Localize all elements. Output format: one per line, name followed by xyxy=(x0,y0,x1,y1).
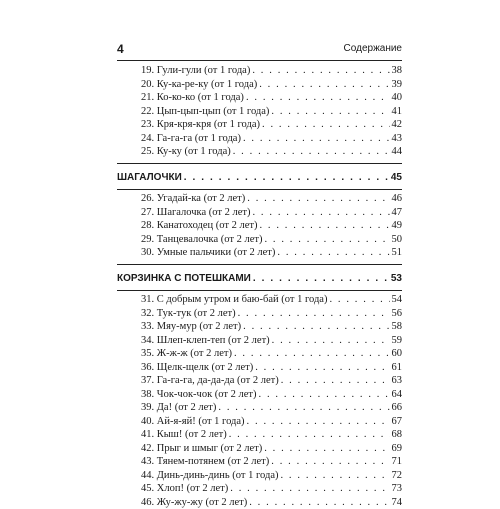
toc-group-1 xyxy=(117,64,402,159)
toc-entry xyxy=(117,334,402,348)
toc-entry xyxy=(117,428,402,442)
toc-entry-page: 59 xyxy=(392,334,403,348)
dot-leader xyxy=(264,233,389,247)
toc-entry-title: 22. Цып-цып-цып (от 1 года) xyxy=(141,105,269,119)
toc-entry xyxy=(117,293,402,307)
toc-entry-title: 39. Да! (от 2 лет) xyxy=(141,401,216,415)
dot-leader xyxy=(218,401,389,415)
toc-entry xyxy=(117,132,402,146)
toc-entry xyxy=(117,469,402,483)
toc-entry-title: 25. Ку-ку (от 1 года) xyxy=(141,145,231,159)
toc-entry-title: 32. Тук-тук (от 2 лет) xyxy=(141,307,236,321)
dot-leader xyxy=(234,347,390,361)
toc-entry-title: 43. Тянем-потянем (от 2 лет) xyxy=(141,455,269,469)
toc-entry-page: 68 xyxy=(392,428,403,442)
section-divider xyxy=(117,189,402,190)
toc-entry-title: 24. Га-га-га (от 1 года) xyxy=(141,132,241,146)
toc-entry-title: 23. Кря-кря-кря (от 1 года) xyxy=(141,118,260,132)
dot-leader xyxy=(255,361,389,375)
toc-entry xyxy=(117,233,402,247)
toc-entry-title: 20. Ку-ка-ре-ку (от 1 года) xyxy=(141,78,257,92)
toc-entry xyxy=(117,388,402,402)
dot-leader xyxy=(329,293,389,307)
toc-entry-page: 47 xyxy=(392,206,403,220)
toc-section-heading xyxy=(117,272,402,286)
toc-entry-title: 42. Прыг и шмыг (от 2 лет) xyxy=(141,442,262,456)
dot-leader xyxy=(252,64,389,78)
toc-entry xyxy=(117,78,402,92)
dot-leader xyxy=(259,388,390,402)
toc-entry xyxy=(117,496,402,509)
toc-entry xyxy=(117,246,402,260)
toc-entry-title: 29. Танцевалочка (от 2 лет) xyxy=(141,233,262,247)
toc-entry-title: 31. С добрым утром и баю-бай (от 1 года) xyxy=(141,293,327,307)
toc-entry-page: 43 xyxy=(392,132,403,146)
section-divider xyxy=(117,290,402,291)
dot-leader xyxy=(252,206,389,220)
toc-entry xyxy=(117,455,402,469)
page-number: 4 xyxy=(117,42,124,56)
toc-entry xyxy=(117,482,402,496)
table-of-contents xyxy=(117,64,402,509)
dot-leader xyxy=(253,272,389,286)
dot-leader xyxy=(243,132,390,146)
toc-entry-page: 38 xyxy=(392,64,403,78)
dot-leader xyxy=(246,91,390,105)
toc-entry xyxy=(117,442,402,456)
toc-entry-page: 40 xyxy=(392,91,403,105)
toc-entry-page: 51 xyxy=(392,246,403,260)
dot-leader xyxy=(243,320,389,334)
dot-leader xyxy=(247,192,389,206)
toc-entry-page: 46 xyxy=(392,192,403,206)
toc-entry xyxy=(117,118,402,132)
dot-leader xyxy=(262,118,389,132)
dot-leader xyxy=(259,219,389,233)
toc-entry-page: 74 xyxy=(392,496,403,509)
toc-entry-title: 44. Динь-динь-динь (от 1 года) xyxy=(141,469,278,483)
dot-leader xyxy=(280,469,389,483)
dot-leader xyxy=(272,334,390,348)
section-title: ШАГАЛОЧКИ xyxy=(117,171,182,185)
toc-entry xyxy=(117,401,402,415)
toc-entry xyxy=(117,192,402,206)
toc-entry-page: 66 xyxy=(392,401,403,415)
toc-entry xyxy=(117,64,402,78)
section-page: 45 xyxy=(391,171,402,185)
toc-entry-page: 61 xyxy=(392,361,403,375)
toc-entry-title: 34. Шлеп-клеп-теп (от 2 лет) xyxy=(141,334,270,348)
toc-entry-title: 33. Мяу-мур (от 2 лет) xyxy=(141,320,241,334)
toc-entry-page: 49 xyxy=(392,219,403,233)
dot-leader xyxy=(229,428,390,442)
toc-entry-title: 30. Умные пальчики (от 2 лет) xyxy=(141,246,275,260)
toc-entry-title: 28. Канатоходец (от 2 лет) xyxy=(141,219,257,233)
dot-leader xyxy=(233,145,390,159)
dot-leader xyxy=(249,496,389,509)
toc-entry xyxy=(117,219,402,233)
toc-section-heading xyxy=(117,171,402,185)
toc-entry-page: 56 xyxy=(392,307,403,321)
toc-group-2 xyxy=(117,192,402,260)
toc-entry xyxy=(117,320,402,334)
page-header xyxy=(117,40,402,61)
toc-entry-title: 21. Ко-ко-ко (от 1 года) xyxy=(141,91,244,105)
toc-entry-page: 67 xyxy=(392,415,403,429)
toc-entry xyxy=(117,145,402,159)
dot-leader xyxy=(271,105,389,119)
dot-leader xyxy=(277,246,389,260)
toc-entry-page: 64 xyxy=(392,388,403,402)
toc-entry-page: 54 xyxy=(392,293,403,307)
toc-entry-page: 39 xyxy=(392,78,403,92)
toc-entry-page: 72 xyxy=(392,469,403,483)
toc-entry xyxy=(117,307,402,321)
toc-entry-page: 42 xyxy=(392,118,403,132)
toc-entry-title: 40. Ай-я-яй! (от 1 года) xyxy=(141,415,245,429)
toc-entry-title: 26. Угадай-ка (от 2 лет) xyxy=(141,192,245,206)
section-page: 53 xyxy=(391,272,402,286)
section-divider xyxy=(117,163,402,164)
toc-entry-page: 63 xyxy=(392,374,403,388)
toc-entry-title: 27. Шагалочка (от 2 лет) xyxy=(141,206,250,220)
toc-entry-title: 19. Гули-гули (от 1 года) xyxy=(141,64,250,78)
dot-leader xyxy=(238,307,390,321)
toc-entry-page: 60 xyxy=(392,347,403,361)
toc-entry xyxy=(117,91,402,105)
section-divider xyxy=(117,264,402,265)
dot-leader xyxy=(230,482,389,496)
running-head: Содержание xyxy=(344,43,402,54)
toc-entry-page: 44 xyxy=(392,145,403,159)
toc-entry xyxy=(117,105,402,119)
toc-entry-title: 45. Хлоп! (от 2 лет) xyxy=(141,482,228,496)
dot-leader xyxy=(247,415,390,429)
toc-entry xyxy=(117,415,402,429)
toc-entry-title: 46. Жу-жу-жу (от 2 лет) xyxy=(141,496,247,509)
toc-entry xyxy=(117,361,402,375)
toc-entry xyxy=(117,347,402,361)
toc-group-3 xyxy=(117,293,402,509)
section-title: КОРЗИНКА С ПОТЕШКАМИ xyxy=(117,272,251,286)
toc-entry-page: 41 xyxy=(392,105,403,119)
toc-entry-page: 50 xyxy=(392,233,403,247)
toc-entry xyxy=(117,206,402,220)
toc-entry-page: 58 xyxy=(392,320,403,334)
toc-entry-title: 36. Щелк-щелк (от 2 лет) xyxy=(141,361,253,375)
toc-entry-title: 38. Чок-чок-чок (от 2 лет) xyxy=(141,388,257,402)
dot-leader xyxy=(264,442,389,456)
dot-leader xyxy=(259,78,389,92)
dot-leader xyxy=(281,374,390,388)
toc-entry-title: 37. Га-га-га, да-да-да (от 2 лет) xyxy=(141,374,279,388)
toc-entry-page: 69 xyxy=(392,442,403,456)
dot-leader xyxy=(271,455,389,469)
dot-leader xyxy=(184,171,389,185)
toc-entry xyxy=(117,374,402,388)
toc-entry-title: 41. Кыш! (от 2 лет) xyxy=(141,428,227,442)
toc-entry-page: 73 xyxy=(392,482,403,496)
toc-entry-page: 71 xyxy=(392,455,403,469)
toc-entry-title: 35. Ж-ж-ж (от 2 лет) xyxy=(141,347,232,361)
